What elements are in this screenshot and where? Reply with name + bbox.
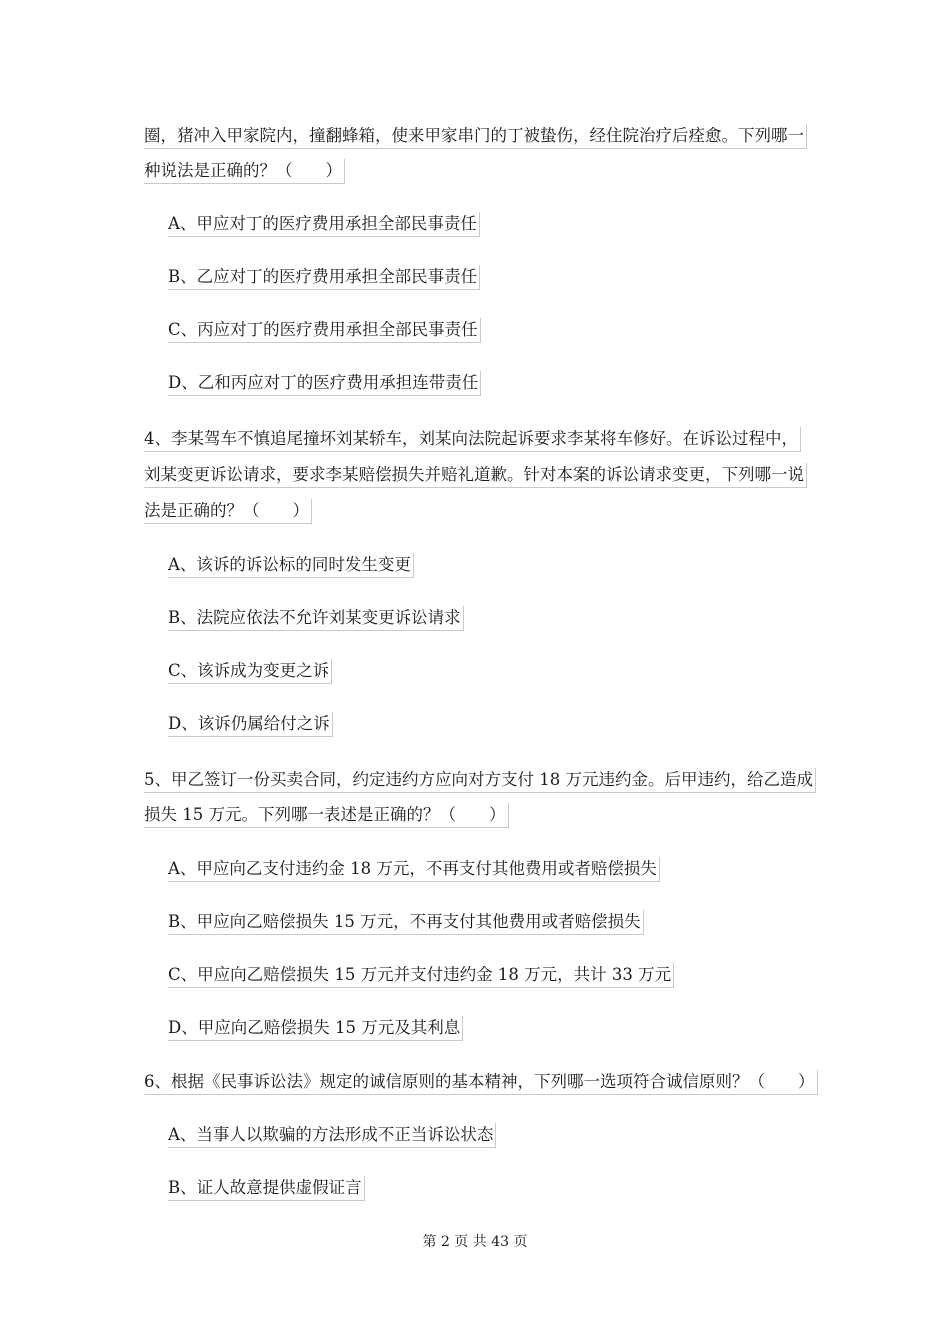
q3-stem-line-2: 种说法是正确的？（ ） (144, 159, 345, 184)
q5-option-d: D、甲应向乙赔偿损失 15 万元及其利息 (168, 1016, 463, 1041)
q6-option-a: A、当事人以欺骗的方法形成不正当诉讼状态 (168, 1123, 496, 1148)
q6-stem-line-1: 6、根据《民事诉讼法》规定的诚信原则的基本精神，下列哪一选项符合诚信原则？（ ） (144, 1070, 818, 1095)
q3-option-c: C、丙应对丁的医疗费用承担全部民事责任 (168, 318, 481, 343)
q4-stem-line-2: 刘某变更诉讼请求，要求李某赔偿损失并赔礼道歉。针对本案的诉讼请求变更，下列哪一说 (144, 463, 807, 488)
q3-option-a: A、甲应对丁的医疗费用承担全部民事责任 (168, 212, 480, 237)
q3-option-b: B、乙应对丁的医疗费用承担全部民事责任 (168, 265, 480, 290)
q3-option-d: D、乙和丙应对丁的医疗费用承担连带责任 (168, 371, 481, 396)
q5-option-a: A、甲应向乙支付违约金 18 万元，不再支付其他费用或者赔偿损失 (168, 857, 660, 882)
q4-stem-line-1: 4、李某驾车不慎追尾撞坏刘某轿车，刘某向法院起诉要求李某将车修好。在诉讼过程中， (144, 427, 801, 452)
q4-option-b: B、法院应依法不允许刘某变更诉讼请求 (168, 606, 464, 631)
q6-option-b: B、证人故意提供虚假证言 (168, 1176, 365, 1201)
q5-stem-line-2: 损失 15 万元。下列哪一表述是正确的？（ ） (144, 803, 509, 828)
q4-option-d: D、该诉仍属给付之诉 (168, 712, 333, 737)
q4-option-c: C、该诉成为变更之诉 (168, 659, 332, 684)
q4-option-a: A、该诉的诉讼标的同时发生变更 (168, 553, 414, 578)
q3-stem-line-1: 圈，猪冲入甲家院内，撞翻蜂箱，使来甲家串门的丁被蛰伤，经住院治疗后痊愈。下列哪一 (144, 124, 807, 149)
q4-stem-line-3: 法是正确的？（ ） (144, 499, 312, 524)
page-footer: 第 2 页 共 43 页 (422, 1234, 528, 1250)
q5-option-b: B、甲应向乙赔偿损失 15 万元，不再支付其他费用或者赔偿损失 (168, 910, 644, 935)
q5-option-c: C、甲应向乙赔偿损失 15 万元并支付违约金 18 万元，共计 33 万元 (168, 963, 674, 988)
q5-stem-line-1: 5、甲乙签订一份买卖合同，约定违约方应向对方支付 18 万元违约金。后甲违约，给乙造成 (144, 768, 816, 793)
